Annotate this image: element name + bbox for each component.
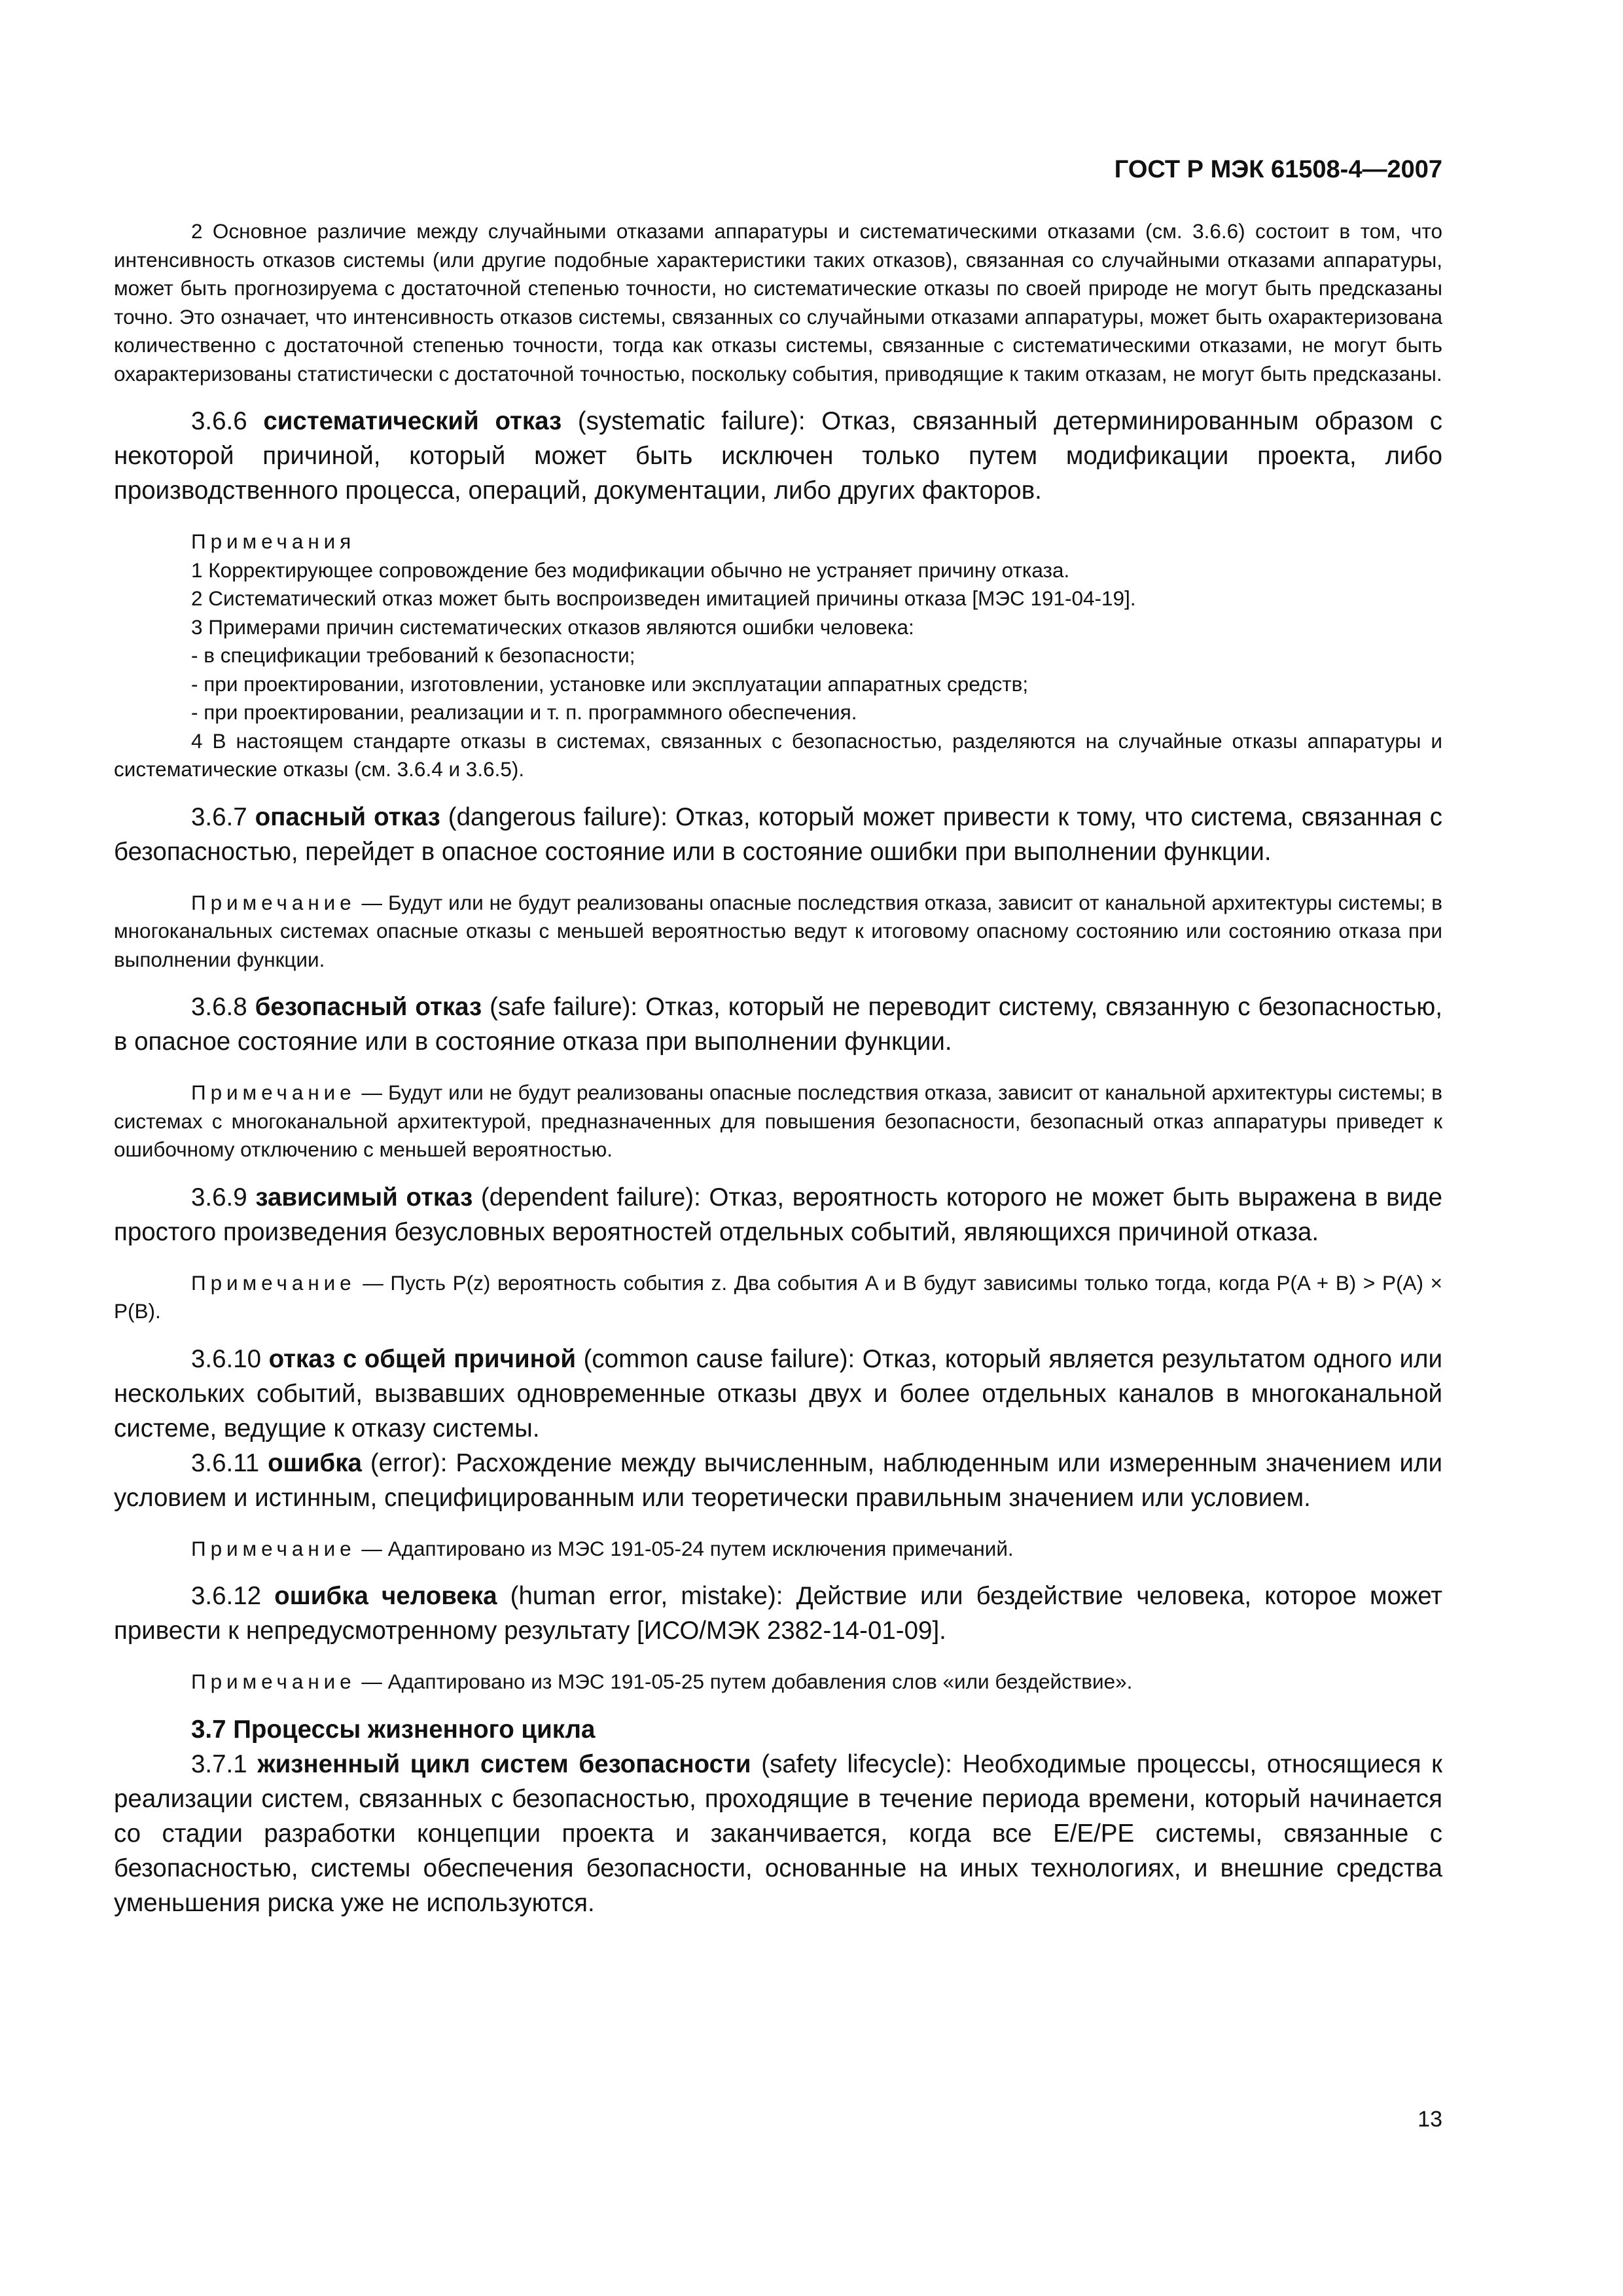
note-paragraph: 2 Основное различие между случайными отказами аппаратуры и систематическими отказами (см. 3.6.6) состоит в том, что интенсивность отказов системы (или другие подобные характеристики таких отказов), связанная со случайными отказами аппаратуры, может быть прогнозируема с достаточной степенью точности, но систематические отказы по своей природе не могут быть предсказаны точно. Это означает, что интенсивность отказов системы, связанных со случайными отказами аппаратуры, может быть охарактеризована количественно с достаточной степенью точности, тогда как отказы системы, связанные с систематическими отказами, не могут быть охарактеризованы статистически с достаточной точностью, поскольку события, приводящие к таким отказам, не могут быть предсказаны. (114, 219, 1442, 386)
note-paragraph (114, 1269, 1442, 1326)
note-paragraph (114, 1079, 1442, 1164)
note-list-item: - в спецификации требований к безопасности; (191, 643, 635, 667)
term-number: 3.6.7 (191, 802, 255, 831)
definition-3-6-10 (114, 1342, 1442, 1446)
notes-heading: Примечания (191, 529, 356, 553)
term-title: жизненный цикл систем безопасности (257, 1749, 751, 1778)
term-definition: (common cause failure): Отказ, который является результатом одного или нескольких событий, вызвавших одновременные отказы двух и более отдельных каналов в многоканальной системе, ведущие к отказу системы. (114, 1344, 1442, 1443)
note-text: Адаптировано из МЭС 191-05-24 путем исключения примечаний. (387, 1536, 1014, 1560)
term-definition: (safety lifecycle): Необходимые процессы, относящиеся к реализации систем, связанных с безопасностью, проходящие в течение периода времени, который начинается со стадии разработки концепции проекта и заканчивается, когда все E/E/PE системы, связанные с безопасностью, системы обеспечения безопасности, основанные на иных технологиях, и внешние средства уменьшения риска уже не используются. (114, 1749, 1443, 1917)
term-title: зависимый отказ (255, 1183, 473, 1211)
definition-3-6-7 (114, 800, 1442, 869)
definition-3-6-11 (114, 1446, 1442, 1515)
definition-3-6-12 (114, 1579, 1442, 1648)
note-text: Пусть P(z) вероятность события z. Два события A и B будут зависимы только тогда, когда P(A + B) > P(A) × P(B). (114, 1270, 1442, 1323)
definition-3-6-6 (114, 404, 1442, 508)
note-list-item: - при проектировании, реализации и т. п. программного обеспечения. (191, 700, 857, 724)
note-label: Примечание (191, 1270, 356, 1295)
term-definition: (safe failure): Отказ, который не переводит систему, связанную с безопасностью, в опасное состояние или в состояние отказа при выполнении функции. (114, 993, 1442, 1056)
term-definition: (dependent failure): Отказ, вероятность которого не может быть выражена в виде простого произведения безусловных вероятностей отдельных событий, являющихся причиной отказа. (114, 1183, 1443, 1246)
definition-3-6-9 (114, 1180, 1442, 1249)
standard-header: ГОСТ Р МЭК 61508-4—2007 (1114, 156, 1442, 183)
term-number: 3.6.12 (191, 1582, 275, 1610)
term-definition: (human error, mistake): Действие или бездействие человека, которое может привести к непредусмотренному результату [ИСО/МЭК 2382-14-01-09]. (114, 1582, 1442, 1645)
term-title: отказ с общей причиной (268, 1344, 577, 1373)
term-definition: (systematic failure): Отказ, связанный детерминированным образом с некоторой причиной, который может быть исключен только путем модификации проекта, либо производственного процесса, операций, документации, либо других факторов. (114, 407, 1442, 505)
document-page (114, 154, 1442, 1920)
note-paragraph (114, 1535, 1442, 1564)
term-title: ошибка (268, 1448, 362, 1477)
term-number: 3.6.11 (191, 1448, 268, 1477)
term-number: 3.7.1 (191, 1749, 258, 1778)
note-label: Примечание (191, 1536, 356, 1560)
note-label: Примечание (191, 890, 356, 914)
term-definition: (error): Расхождение между вычисленным, наблюденным или измеренным значением или условием и истинным, специфицированным или теоретически правильным значением или условием. (114, 1448, 1442, 1512)
term-number: 3.6.9 (191, 1183, 256, 1211)
note-text: Адаптировано из МЭС 191-05-25 путем добавления слов «или бездействие». (387, 1670, 1133, 1693)
note-dash: — (355, 1536, 388, 1560)
note-list-item: - при проектировании, изготовлении, установке или эксплуатации аппаратных средств; (191, 672, 1029, 696)
note-paragraph (114, 889, 1442, 975)
note-dash: — (355, 1670, 388, 1693)
definition-3-6-8 (114, 990, 1442, 1059)
note-item: 1 Корректирующее сопровождение без модификации обычно не устраняет причину отказа. (191, 558, 1070, 582)
note-label: Примечание (191, 1081, 356, 1104)
note-text: Будут или не будут реализованы опасные последствия отказа, зависит от канальной архитектуры системы; в многоканальных системах опасные отказы с меньшей вероятностью ведут к итоговому опасному состоянию или состоянию отказа при выполнении функции. (114, 890, 1442, 971)
note-dash: — (355, 890, 388, 914)
page-number: 13 (1418, 2107, 1442, 2132)
section-heading-3-7: 3.7 Процессы жизненного цикла (191, 1715, 596, 1744)
term-number: 3.6.10 (191, 1344, 269, 1373)
note-item: 4 В настоящем стандарте отказы в системах, связанных с безопасностью, разделяются на случайные отказы аппаратуры и систематические отказы (см. 3.6.4 и 3.6.5). (114, 728, 1442, 781)
note-item: 2 Систематический отказ может быть воспроизведен имитацией причины отказа [МЭС 191-04-19]. (191, 586, 1136, 610)
term-definition: (dangerous failure): Отказ, который может привести к тому, что система, связанная с безопасностью, перейдет в опасное состояние или в состояние ошибки при выполнении функции. (114, 802, 1442, 866)
note-paragraph (114, 1668, 1442, 1696)
term-title: безопасный отказ (255, 993, 482, 1021)
definition-3-7-1 (114, 1747, 1442, 1920)
term-title: опасный отказ (255, 802, 440, 831)
note-dash: — (355, 1081, 388, 1104)
note-item: 3 Примерами причин систематических отказов являются ошибки человека: (191, 615, 914, 639)
note-dash: — (355, 1270, 391, 1295)
term-title: систематический отказ (263, 407, 562, 435)
note-label: Примечание (191, 1670, 356, 1693)
term-number: 3.6.8 (191, 993, 255, 1021)
term-number: 3.6.6 (191, 407, 264, 435)
note-text: Будут или не будут реализованы опасные последствия отказа, зависит от канальной архитектуры системы; в системах с многоканальной архитектурой, предназначенных для повышения безопасности, безопасный отказ аппаратуры приведет к ошибочному отключению с меньшей вероятностью. (114, 1081, 1442, 1161)
term-title: ошибка человека (274, 1582, 497, 1610)
